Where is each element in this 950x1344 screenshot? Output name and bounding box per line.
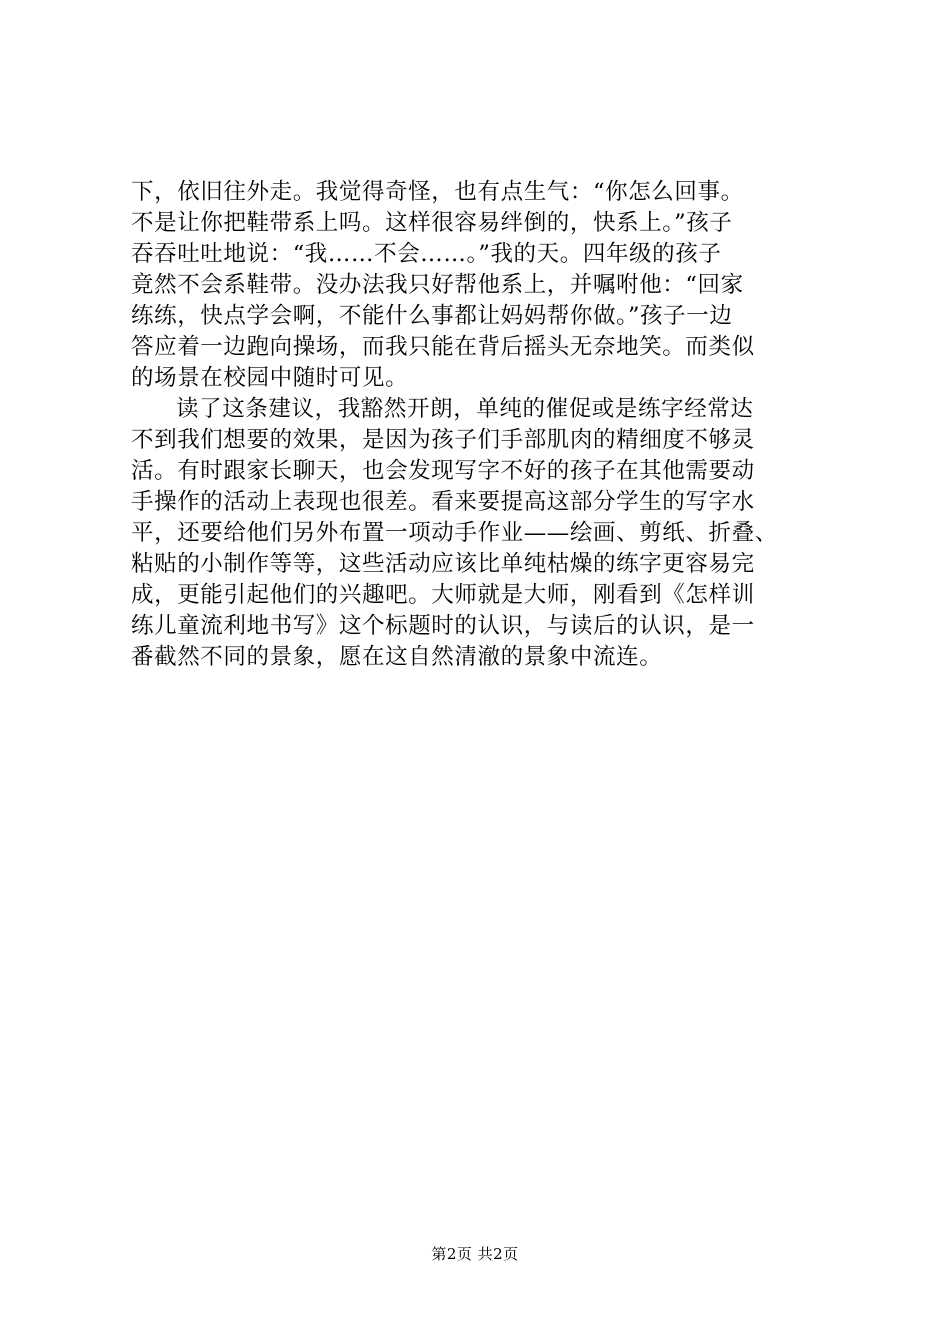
- text-line: 练练，快点学会啊，不能什么事都让妈妈帮你做。”孩子一边: [131, 303, 733, 329]
- text-line: 平，还要给他们另外布置一项动手作业——绘画、剪纸、折叠、: [131, 520, 778, 546]
- text-line: 番截然不同的景象，愿在这自然清澈的景象中流连。: [131, 644, 663, 670]
- text-line: 不是让你把鞋带系上吗。这样很容易绊倒的，快系上。”孩子: [131, 210, 733, 236]
- text-line: 不到我们想要的效果，是因为孩子们手部肌肉的精细度不够灵: [131, 427, 755, 453]
- text-line: 吞吞吐吐地说：“我……不会……。”我的天。四年级的孩子: [131, 241, 722, 267]
- body-text: [131, 177, 831, 673]
- text-line: 手操作的活动上表现也很差。看来要提高这部分学生的写字水: [131, 489, 755, 515]
- text-line: 成，更能引起他们的兴趣吧。大师就是大师，刚看到《怎样训: [131, 582, 755, 608]
- text-line: 练儿童流利地书写》这个标题时的认识，与读后的认识，是一: [131, 613, 755, 639]
- text-line: 粘贴的小制作等等，这些活动应该比单纯枯燥的练字更容易完: [131, 551, 755, 577]
- text-line: 竟然不会系鞋带。没办法我只好帮他系上，并嘱咐他：“回家: [131, 272, 744, 298]
- text-line: 活。有时跟家长聊天，也会发现写字不好的孩子在其他需要动: [131, 458, 755, 484]
- text-line: 答应着一边跑向操场，而我只能在背后摇头无奈地笑。而类似: [131, 334, 755, 360]
- text-line: 的场景在校园中随时可见。: [131, 365, 409, 391]
- text-line: 下，依旧往外走。我觉得奇怪，也有点生气：“你怎么回事。: [131, 179, 744, 205]
- paragraph-first-line: 读了这条建议，我豁然开朗，单纯的催促或是练字经常达: [176, 396, 754, 422]
- page-number-footer: 第2页 共2页: [431, 1245, 519, 1263]
